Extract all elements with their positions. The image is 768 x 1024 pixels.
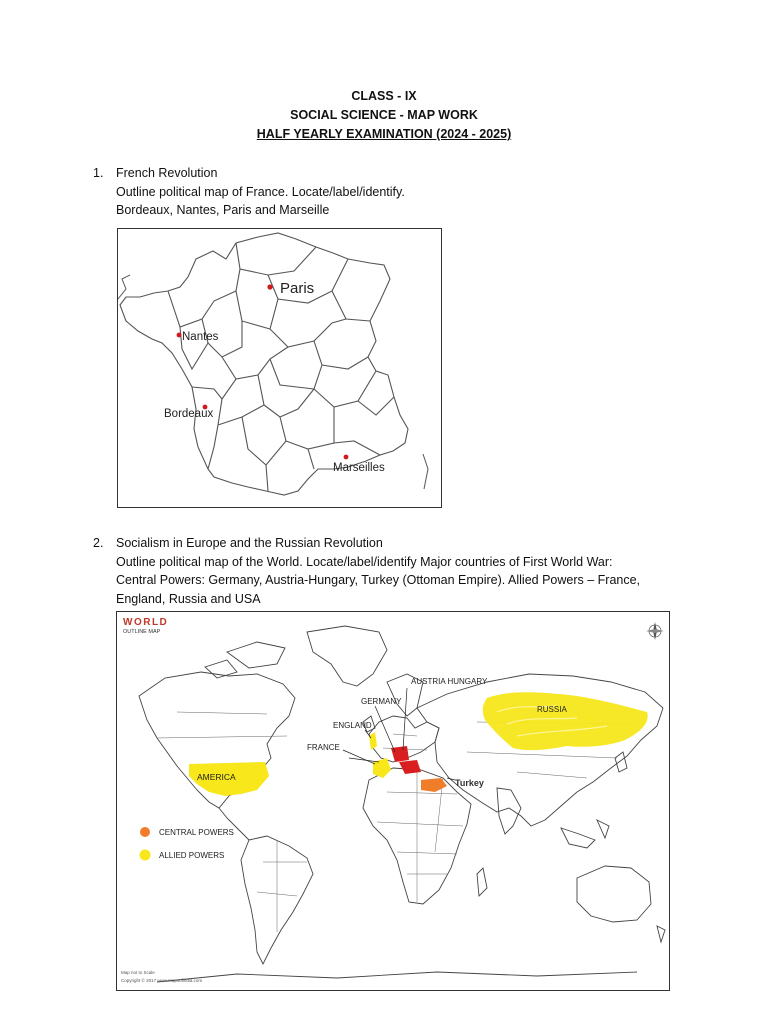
q2-powers: Central Powers: Germany, Austria-Hungary, Turkey (Ottoman Empire). Allied Powers – France, [116, 573, 641, 587]
allied-powers-swatch [140, 850, 151, 861]
paris-label: Paris [280, 280, 315, 297]
england-label: ENGLAND [333, 721, 372, 730]
q2-text [116, 534, 640, 608]
q1-places: Bordeaux, Nantes, Paris and Marseille [116, 203, 330, 217]
allied-powers-legend: ALLIED POWERS [159, 851, 225, 860]
france-map [117, 228, 442, 508]
france-outline [118, 229, 441, 507]
austria-hungary-label: AUSTRIA HUNGARY [411, 677, 488, 686]
nantes-dot [177, 333, 182, 338]
austria-hungary-highlight [399, 760, 421, 774]
germany-label: GERMANY [361, 697, 402, 706]
map-brand-subtitle: OUTLINE MAP [123, 629, 161, 635]
q2-powers-cont: England, Russia and USA [116, 591, 261, 606]
marseilles-dot [344, 455, 349, 460]
england-highlight [369, 732, 377, 750]
q2-title: Socialism in Europe and the Russian Revolution [116, 536, 383, 550]
world-outline [117, 612, 669, 990]
america-label: AMERICA [197, 772, 236, 782]
world-map [116, 611, 670, 991]
q1-title: French Revolution [116, 166, 218, 180]
central-powers-swatch [140, 827, 150, 837]
turkey-highlight [421, 778, 447, 792]
q2-instruction: Outline political map of the World. Locate/label/identify Major countries of First World War: [116, 554, 613, 569]
central-powers-legend: CENTRAL POWERS [159, 828, 234, 837]
map-scale-note: Map not to Scale [121, 970, 155, 975]
marseilles-label: Marseilles [333, 462, 385, 474]
subject-heading: SOCIAL SCIENCE - MAP WORK [290, 108, 478, 122]
q1-number: 1. [93, 166, 104, 180]
russia-label: RUSSIA [537, 705, 567, 714]
france-highlight [373, 758, 391, 778]
q1-instruction: Outline political map of France. Locate/label/identify. [116, 184, 405, 199]
turkey-label: Turkey [455, 778, 484, 788]
map-brand-title: WORLD [123, 617, 169, 628]
map-copyright: Copyright © 2017 www.mapsofindia.com [121, 978, 203, 983]
q1-text [116, 164, 405, 220]
q2-number: 2. [93, 536, 104, 550]
exam-heading: HALF YEARLY EXAMINATION (2024 - 2025) [256, 127, 512, 141]
exam-heading-wrap [0, 127, 768, 141]
bordeaux-label: Bordeaux [164, 408, 214, 420]
nantes-label: Nantes [182, 331, 219, 343]
paris-dot [267, 284, 272, 289]
compass-icon [646, 622, 664, 640]
france-label: FRANCE [307, 743, 340, 752]
class-heading: CLASS - IX [351, 89, 417, 103]
russia-highlight [483, 692, 648, 750]
